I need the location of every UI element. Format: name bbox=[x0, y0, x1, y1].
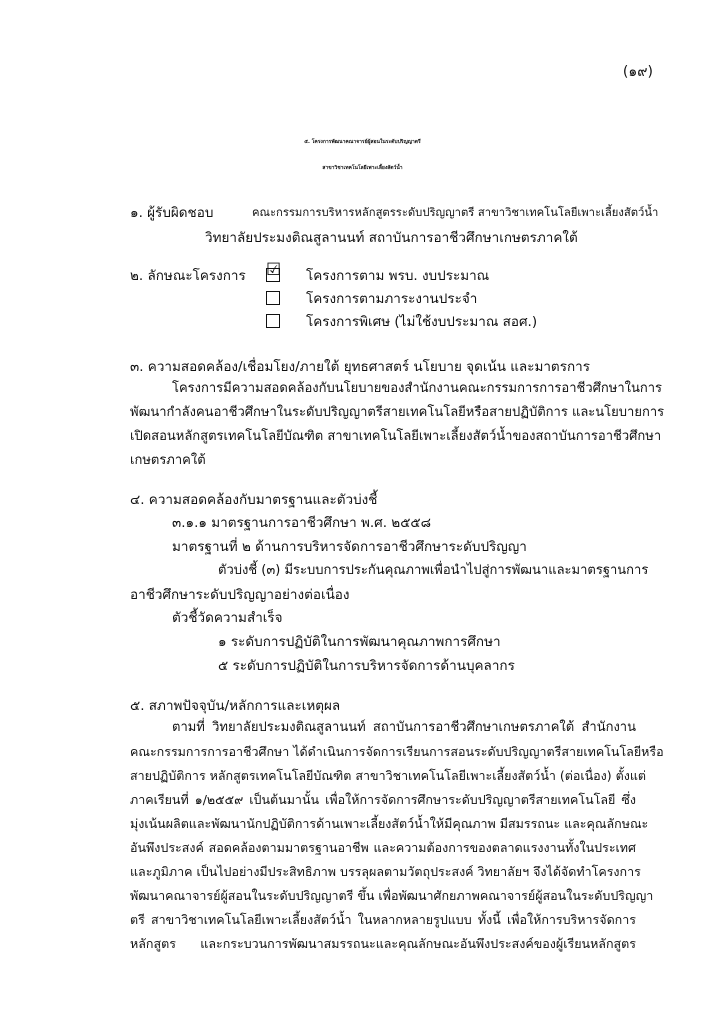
page-number: (๑๙) bbox=[622, 64, 653, 80]
success-indicator-2: ๕ ระดับการปฏิบัติในการบริหารจัดการด้านบุคลากร bbox=[218, 658, 515, 674]
checkbox-special[interactable] bbox=[266, 314, 280, 328]
section5-para-line9: ตรี สาขาวิชาเทคโนโลยีเพาะเลี้ยงสัตว์น้ำ ในหลากหลายรูปแบบ ทั้งนี้ เพื่อให้การบริหารจัดการ bbox=[130, 912, 636, 927]
standard-line: ๓.๑.๑ มาตรฐานการอาชีวศึกษา พ.ศ. ๒๕๕๘ bbox=[172, 515, 432, 531]
responsible-line2: วิทยาลัยประมงติณสูลานนท์ สถาบันการอาชีวศึกษาเกษตรภาคใต้ bbox=[205, 230, 578, 246]
section5-para-line4: ภาคเรียนที่ ๑/๒๕๕๙ เป็นต้นมานั้น เพื่อให้การจัดการศึกษาระดับปริญญาตรีสายเทคโนโลยี ซึ่ง bbox=[130, 792, 636, 807]
section5-para-line1: ตามที่ วิทยาลัยประมงติณสูลานนท์ สถาบันการอาชีวศึกษาเกษตรภาคใต้ สำนักงาน bbox=[172, 720, 636, 735]
section5-para-line3: สายปฏิบัติการ หลักสูตรเทคโนโลยีบัณฑิต สาขาวิชาเทคโนโลยีเพาะเลี้ยงสัตว์น้ำ (ต่อเนื่อง) ตั้งแต่ bbox=[130, 768, 647, 783]
section5-heading: ๕. สภาพปัจจุบัน/หลักการและเหตุผล bbox=[130, 698, 341, 714]
section5-para-line2: คณะกรรมการการอาชีวศึกษา ได้ดำเนินการจัดการเรียนการสอนระดับปริญญาตรีสายเทคโนโลยีหรือ bbox=[130, 744, 664, 759]
option-budget: โครงการตาม พรบ. งบประมาณ bbox=[306, 268, 490, 284]
success-indicator-1: ๑ ระดับการปฏิบัติในการพัฒนาคุณภาพการศึกษา bbox=[218, 634, 501, 650]
section5-para-line8: พัฒนาคณาจารย์ผู้สอนในระดับปริญญาตรี ขึ้น เพื่อพัฒนาศักยภาพคณาจารย์ผู้สอนในระดับปริญญา bbox=[130, 888, 654, 903]
document-title-line2: สาขาวิชาเทคโนโลยีเพาะเลี้ยงสัตว์น้ำ bbox=[322, 165, 403, 171]
section3-para-line4: เกษตรภาคใต้ bbox=[130, 453, 206, 468]
section5-para-line6: อันพึงประสงค์ สอดคล้องตามมาตรฐานอาชีพ และความต้องการของตลาดแรงงานทั้งในประเทศ bbox=[130, 840, 636, 855]
checkbox-budget[interactable] bbox=[266, 260, 282, 282]
option-routine: โครงการตามภาระงานประจำ bbox=[306, 291, 478, 307]
standard-2-line: มาตรฐานที่ ๒ ด้านการบริหารจัดการอาชีวศึกษาระดับปริญญา bbox=[172, 539, 527, 555]
section5-para-line5: มุ่งเน้นผลิตและพัฒนานักปฏิบัติการด้านเพาะเลี้ยงสัตว์น้ำให้มีคุณภาพ มีสมรรถนะ และคุณลักษณะ bbox=[130, 816, 649, 831]
section5-para-line7: และภูมิภาค เป็นไปอย่างมีประสิทธิภาพ บรรลุผลตามวัตถุประสงค์ วิทยาลัยฯ จึงได้จัดทำโครงการ bbox=[130, 864, 641, 879]
responsible-label: ๑. ผู้รับผิดชอบ bbox=[130, 205, 214, 221]
responsible-line1: คณะกรรมการบริหารหลักสูตรระดับปริญญาตรี สาขาวิชาเทคโนโลยีเพาะเลี้ยงสัตว์น้ำ bbox=[252, 206, 659, 219]
section3-para-line2: พัฒนากำลังคนอาชีวศึกษาในระดับปริญญาตรีสายเทคโนโลยีหรือสายปฏิบัติการ และนโยบายการ bbox=[130, 405, 665, 420]
option-special: โครงการพิเศษ (ไม่ใช้งบประมาณ สอศ.) bbox=[306, 314, 538, 330]
check-mark-icon: ☑ bbox=[266, 260, 282, 280]
section4-heading: ๔. ความสอดคล้องกับมาตรฐานและตัวบ่งชี้ bbox=[130, 492, 378, 508]
section3-para-line3: เปิดสอนหลักสูตรเทคโนโลยีบัณฑิต สาขาเทคโนโลยีเพาะเลี้ยงสัตว์น้ำของสถาบันการอาชีวศึกษา bbox=[130, 429, 662, 444]
success-indicators-label: ตัวชี้วัดความสำเร็จ bbox=[172, 610, 283, 626]
section5-para-line10: หลักสูตร และกระบวนการพัฒนาสมรรถนะและคุณลักษณะอันพึงประสงค์ของผู้เรียนหลักสูตร bbox=[130, 936, 636, 951]
document-title-line1: ๕. โครงการพัฒนาคณาจารย์ผู้สอนในระดับปริญญาตรี bbox=[304, 139, 421, 145]
indicator-line1: ตัวบ่งชี้ (๓) มีระบบการประกันคุณภาพเพื่อนำไปสู่การพัฒนาและมาตรฐานการ bbox=[218, 563, 649, 578]
section3-para-line1: โครงการมีความสอดคล้องกับนโยบายของสำนักงานคณะกรรมการการอาชีวศึกษาในการ bbox=[172, 381, 663, 396]
project-type-label: ๒. ลักษณะโครงการ bbox=[130, 268, 246, 284]
checkbox-routine[interactable] bbox=[266, 291, 280, 305]
section3-heading: ๓. ความสอดคล้อง/เชื่อมโยง/ภายใต้ ยุทธศาสตร์ นโยบาย จุดเน้น และมาตรการ bbox=[130, 359, 590, 375]
indicator-line2: อาชีวศึกษาระดับปริญญาอย่างต่อเนื่อง bbox=[130, 587, 350, 603]
